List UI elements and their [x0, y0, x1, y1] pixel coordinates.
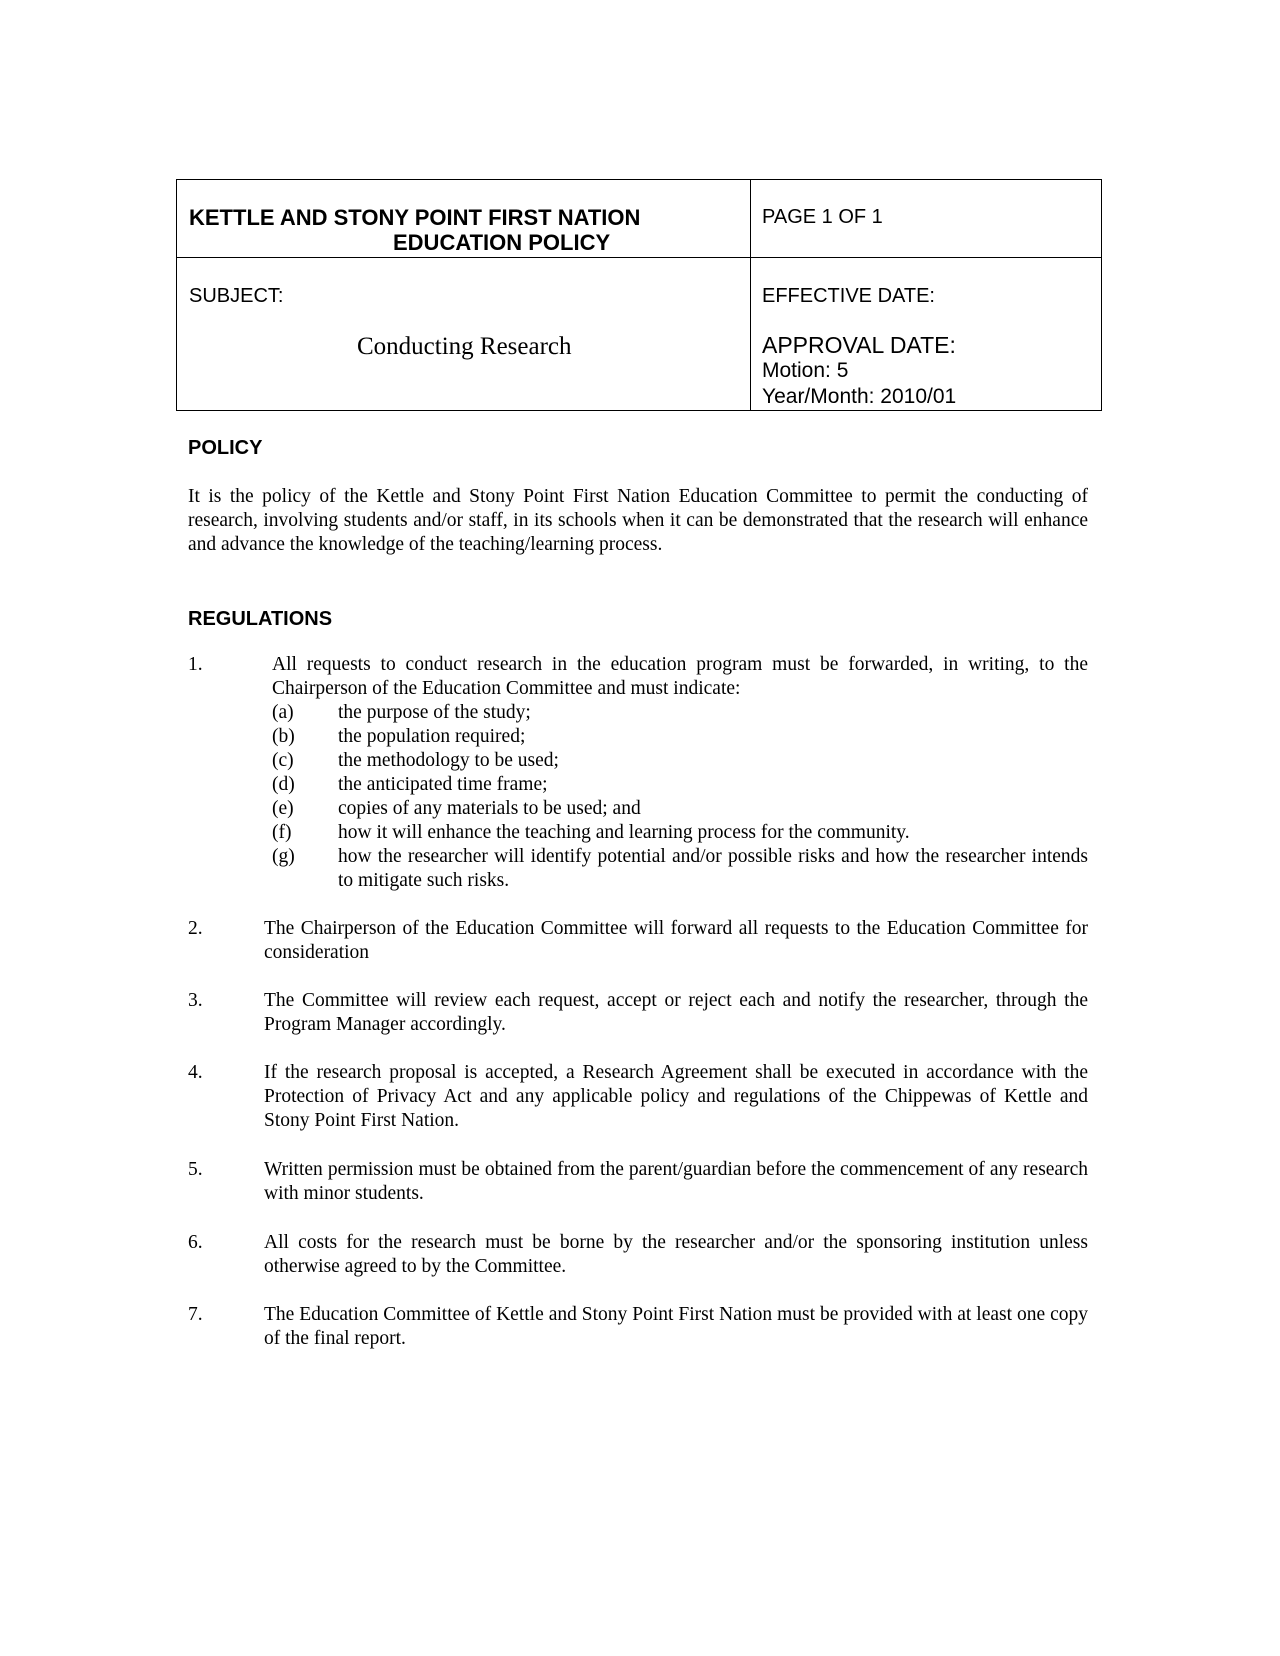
regulation-number: 7. [188, 1304, 203, 1325]
effective-date-label: EFFECTIVE DATE: [762, 285, 935, 307]
regulation-number: 1. [188, 654, 203, 675]
sub-item-letter: (c) [272, 750, 294, 771]
sub-item-e [272, 797, 1088, 821]
subject-cell [177, 258, 751, 411]
regulation-number: 2. [188, 918, 203, 939]
sub-item-a [272, 701, 1088, 725]
subject-label: SUBJECT: [189, 285, 284, 307]
approval-date-label: APPROVAL DATE: [762, 332, 956, 358]
sub-item-text: the methodology to be used; [338, 750, 559, 771]
regulation-text: All costs for the research must be borne by the researcher and/or the sponsoring institution unless otherwise agreed to by the Committee. [264, 1232, 1088, 1277]
regulation-text: If the research proposal is accepted, a Research Agreement shall be executed in accordance with the Protection of Privacy Act and any applicable policy and regulations of the Chippewas of Kettle and Stony Point First Nation. [264, 1062, 1088, 1131]
regulation-number: 4. [188, 1062, 203, 1083]
dates-cell [751, 258, 1102, 411]
sub-item-letter: (b) [272, 726, 295, 747]
policy-text: It is the policy of the Kettle and Stony Point First Nation Education Committee to permit the conducting of research, involving students and/or staff, in its schools when it can be demonstrated that the research will enhance and advance the knowledge of the teaching/learning process. [188, 486, 1088, 555]
regulations-heading: REGULATIONS [188, 608, 333, 630]
approval-year-month: Year/Month: 2010/01 [762, 385, 957, 408]
page-count-cell [751, 180, 1102, 258]
sub-item-b [272, 725, 1088, 749]
regulation-text: The Chairperson of the Education Committee will forward all requests to the Education Committee for consideration [264, 918, 1088, 963]
title-cell [177, 180, 751, 258]
regulation-text: All requests to conduct research in the education program must be forwarded, in writing, to the Chairperson of the Education Committee and must indicate: [272, 654, 1088, 699]
sub-item-letter: (e) [272, 798, 294, 819]
sub-item-letter: (a) [272, 702, 294, 723]
page-count: PAGE 1 OF 1 [762, 206, 883, 228]
regulation-text: Written permission must be obtained from the parent/guardian before the commencement of any research with minor students. [264, 1159, 1088, 1204]
sub-item-letter: (g) [272, 846, 295, 867]
regulation-1-sublist [272, 701, 1088, 893]
sub-item-f [272, 821, 1088, 845]
sub-item-text: the anticipated time frame; [338, 774, 548, 795]
sub-item-letter: (f) [272, 822, 292, 843]
sub-item-d [272, 773, 1088, 797]
sub-item-letter: (d) [272, 774, 295, 795]
sub-item-g [272, 845, 1088, 893]
policy-heading: POLICY [188, 437, 263, 459]
sub-item-text: the purpose of the study; [338, 702, 531, 723]
sub-item-c [272, 749, 1088, 773]
subject-value: Conducting Research [357, 333, 572, 360]
policy-header-table [176, 179, 1102, 411]
regulation-text: The Education Committee of Kettle and Stony Point First Nation must be provided with at least one copy of the final report. [264, 1304, 1088, 1349]
motion-number: Motion: 5 [762, 359, 849, 382]
sub-item-text: copies of any materials to be used; and [338, 798, 641, 819]
regulation-number: 6. [188, 1232, 203, 1253]
organization-title: KETTLE AND STONY POINT FIRST NATION [189, 205, 641, 230]
sub-item-text: the population required; [338, 726, 526, 747]
regulation-item-1 [188, 653, 1088, 893]
sub-item-text: how it will enhance the teaching and learning process for the community. [338, 822, 910, 843]
sub-item-text: how the researcher will identify potential and/or possible risks and how the researcher intends to mitigate such risks. [338, 846, 1088, 891]
regulation-number: 3. [188, 990, 203, 1011]
regulation-number: 5. [188, 1159, 203, 1180]
regulation-text: The Committee will review each request, accept or reject each and notify the researcher, through the Program Manager accordingly. [264, 990, 1088, 1035]
policy-type-title: EDUCATION POLICY [393, 230, 611, 255]
